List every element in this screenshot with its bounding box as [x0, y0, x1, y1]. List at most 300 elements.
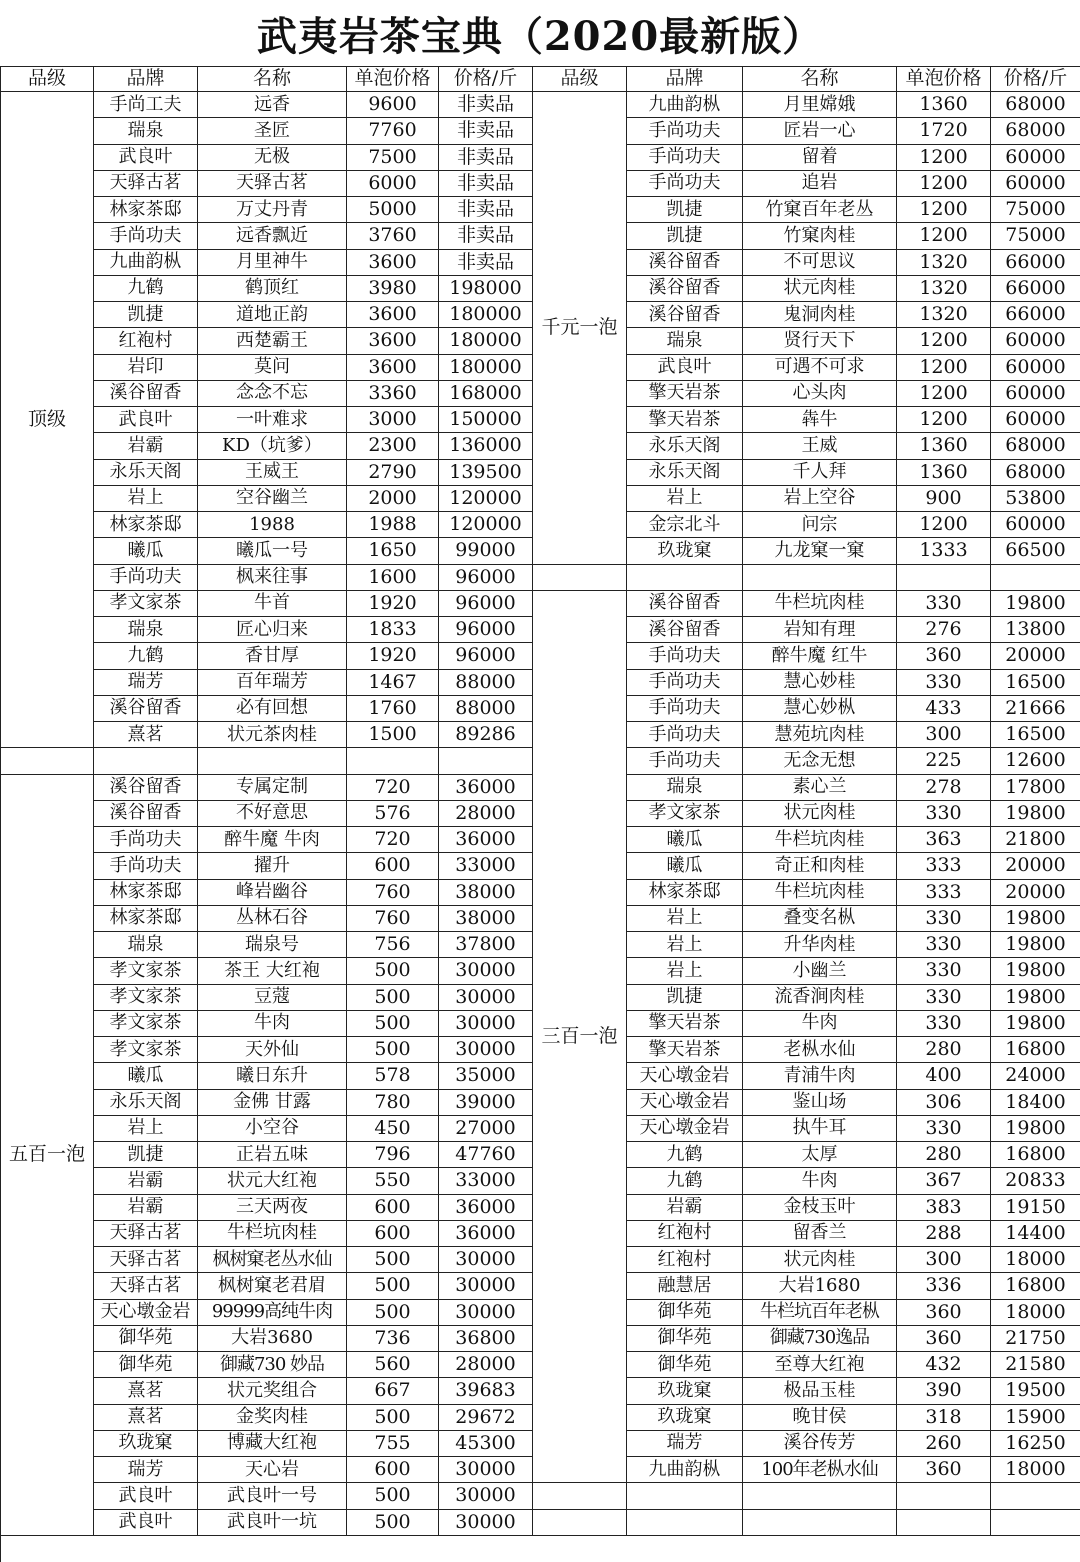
- name-cell: 圣匠: [198, 118, 347, 144]
- single-price-cell: 1200: [897, 381, 991, 407]
- empty-cell: [533, 1510, 627, 1536]
- name-cell: 99999高纯牛肉: [198, 1300, 347, 1326]
- name-cell: 远香飘近: [198, 223, 347, 249]
- brand-cell: 岩霸: [94, 433, 198, 459]
- price-per-jin-cell: 28000: [439, 1352, 533, 1378]
- brand-cell: 天驿古茗: [94, 1247, 198, 1273]
- brand-cell: 溪谷留香: [627, 250, 743, 276]
- name-cell: 鉴山场: [743, 1090, 897, 1116]
- name-cell: 茶王 大红袍: [198, 958, 347, 984]
- name-cell: 鹤顶红: [198, 276, 347, 302]
- single-price-cell: 500: [347, 1037, 439, 1063]
- name-cell: 牛肉: [743, 1011, 897, 1037]
- name-cell: 牛栏坑肉桂: [198, 1221, 347, 1247]
- name-cell: 1988: [198, 512, 347, 538]
- single-price-cell: 1320: [897, 276, 991, 302]
- price-per-jin-cell: 30000: [439, 1273, 533, 1299]
- price-per-jin-cell: 60000: [991, 381, 1080, 407]
- brand-cell: 岩霸: [627, 1195, 743, 1221]
- price-per-jin-cell: 68000: [991, 460, 1080, 486]
- empty-cell: [347, 748, 439, 774]
- brand-cell: 溪谷留香: [94, 381, 198, 407]
- brand-cell: 永乐天阁: [94, 460, 198, 486]
- brand-cell: 永乐天阁: [94, 1090, 198, 1116]
- brand-cell: 岩上: [627, 932, 743, 958]
- name-cell: 可遇不可求: [743, 355, 897, 381]
- single-price-cell: 278: [897, 775, 991, 801]
- empty-cell: [743, 1483, 897, 1509]
- brand-cell: 溪谷留香: [94, 696, 198, 722]
- single-price-cell: 1200: [897, 512, 991, 538]
- name-cell: 丛林石谷: [198, 906, 347, 932]
- single-price-cell: 363: [897, 827, 991, 853]
- price-per-jin-cell: 16500: [991, 722, 1080, 748]
- name-cell: 博藏大红袍: [198, 1431, 347, 1457]
- price-per-jin-cell: 96000: [439, 591, 533, 617]
- single-price-cell: 1200: [897, 223, 991, 249]
- name-cell: 香甘厚: [198, 643, 347, 669]
- brand-cell: 溪谷留香: [94, 801, 198, 827]
- price-per-jin-cell: 21580: [991, 1352, 1080, 1378]
- price-per-jin-cell: 20000: [991, 643, 1080, 669]
- empty-cell: [627, 565, 743, 591]
- name-cell: 远香: [198, 92, 347, 118]
- price-per-jin-cell: 33000: [439, 1168, 533, 1194]
- name-cell: 枫树窠老君眉: [198, 1273, 347, 1299]
- name-cell: 牛栏坑肉桂: [743, 880, 897, 906]
- name-cell: 升华肉桂: [743, 932, 897, 958]
- single-price-cell: 360: [897, 643, 991, 669]
- single-price-cell: 500: [347, 985, 439, 1011]
- brand-cell: 曦瓜: [627, 827, 743, 853]
- name-cell: 状元肉桂: [743, 801, 897, 827]
- name-cell: 叠变名枞: [743, 906, 897, 932]
- name-cell: 匠心归来: [198, 617, 347, 643]
- price-per-jin-cell: 120000: [439, 512, 533, 538]
- name-cell: 执牛耳: [743, 1116, 897, 1142]
- brand-cell: 孝文家茶: [94, 591, 198, 617]
- price-per-jin-cell: 19500: [991, 1378, 1080, 1404]
- brand-cell: 孝文家茶: [627, 801, 743, 827]
- single-price-cell: 3360: [347, 381, 439, 407]
- price-per-jin-cell: 38000: [439, 906, 533, 932]
- name-cell: 牛首: [198, 591, 347, 617]
- price-per-jin-cell: 非卖品: [439, 171, 533, 197]
- name-cell: 竹窠百年老丛: [743, 197, 897, 223]
- name-cell: 枫来往事: [198, 565, 347, 591]
- name-cell: 念念不忘: [198, 381, 347, 407]
- price-per-jin-cell: 68000: [991, 433, 1080, 459]
- name-cell: 天外仙: [198, 1037, 347, 1063]
- name-cell: 一叶难求: [198, 407, 347, 433]
- header-name-left: 名称: [198, 66, 347, 92]
- brand-cell: 手尚功夫: [627, 145, 743, 171]
- price-per-jin-cell: 30000: [439, 1300, 533, 1326]
- price-per-jin-cell: 36000: [439, 827, 533, 853]
- single-price-cell: 330: [897, 591, 991, 617]
- name-cell: 正岩五味: [198, 1142, 347, 1168]
- empty-cell: [627, 1510, 743, 1536]
- price-per-jin-cell: 66000: [991, 276, 1080, 302]
- price-per-jin-cell: 88000: [439, 670, 533, 696]
- price-per-jin-cell: 36000: [439, 775, 533, 801]
- price-per-jin-cell: 96000: [439, 617, 533, 643]
- name-cell: 西楚霸王: [198, 328, 347, 354]
- brand-cell: 九曲韵枞: [94, 250, 198, 276]
- name-cell: 极品玉桂: [743, 1378, 897, 1404]
- brand-cell: 武良叶: [94, 1483, 198, 1509]
- single-price-cell: 2000: [347, 486, 439, 512]
- single-price-cell: 383: [897, 1195, 991, 1221]
- price-per-jin-cell: 37800: [439, 932, 533, 958]
- brand-cell: 天心墩金岩: [94, 1300, 198, 1326]
- single-price-cell: 1360: [897, 433, 991, 459]
- brand-cell: 手尚功夫: [627, 643, 743, 669]
- single-price-cell: 330: [897, 1116, 991, 1142]
- brand-cell: 瑞芳: [94, 1457, 198, 1483]
- single-price-cell: 1720: [897, 118, 991, 144]
- brand-cell: 曦瓜: [627, 853, 743, 879]
- single-price-cell: 780: [347, 1090, 439, 1116]
- name-cell: 武良叶一号: [198, 1483, 347, 1509]
- price-per-jin-cell: 66500: [991, 538, 1080, 564]
- brand-cell: 瑞芳: [627, 1431, 743, 1457]
- brand-cell: 凯捷: [94, 302, 198, 328]
- brand-cell: 玖珑窠: [94, 1431, 198, 1457]
- brand-cell: 御华苑: [627, 1326, 743, 1352]
- name-cell: 金枝玉叶: [743, 1195, 897, 1221]
- price-per-jin-cell: 非卖品: [439, 223, 533, 249]
- single-price-cell: 300: [897, 1247, 991, 1273]
- brand-cell: 岩印: [94, 355, 198, 381]
- name-cell: 状元肉桂: [743, 1247, 897, 1273]
- brand-cell: 永乐天阁: [627, 433, 743, 459]
- single-price-cell: 288: [897, 1221, 991, 1247]
- brand-cell: 擎天岩茶: [627, 1037, 743, 1063]
- single-price-cell: 760: [347, 880, 439, 906]
- name-cell: 问宗: [743, 512, 897, 538]
- name-cell: 100年老枞水仙: [743, 1457, 897, 1483]
- brand-cell: 手尚功夫: [627, 670, 743, 696]
- brand-cell: 天心墩金岩: [627, 1116, 743, 1142]
- name-cell: 至尊大红袍: [743, 1352, 897, 1378]
- single-price-cell: 1920: [347, 591, 439, 617]
- price-per-jin-cell: 12600: [991, 748, 1080, 774]
- name-cell: 状元奖组合: [198, 1378, 347, 1404]
- tier-label-right: 千元一泡: [533, 92, 627, 565]
- name-cell: 月里神牛: [198, 250, 347, 276]
- brand-cell: 溪谷留香: [627, 276, 743, 302]
- single-price-cell: 3600: [347, 328, 439, 354]
- brand-cell: 御华苑: [94, 1352, 198, 1378]
- single-price-cell: 1988: [347, 512, 439, 538]
- price-per-jin-cell: 68000: [991, 118, 1080, 144]
- name-cell: 竹窠肉桂: [743, 223, 897, 249]
- name-cell: 犇牛: [743, 407, 897, 433]
- price-per-jin-cell: 非卖品: [439, 197, 533, 223]
- brand-cell: 红袍村: [627, 1247, 743, 1273]
- brand-cell: 林家茶邸: [94, 906, 198, 932]
- price-per-jin-cell: 19800: [991, 932, 1080, 958]
- name-cell: 溪谷传芳: [743, 1431, 897, 1457]
- single-price-cell: 500: [347, 1247, 439, 1273]
- single-price-cell: 3600: [347, 250, 439, 276]
- single-price-cell: 330: [897, 1011, 991, 1037]
- brand-cell: 九鹤: [627, 1142, 743, 1168]
- brand-cell: 手尚功夫: [94, 565, 198, 591]
- price-per-jin-cell: 60000: [991, 512, 1080, 538]
- single-price-cell: 330: [897, 670, 991, 696]
- name-cell: 王威: [743, 433, 897, 459]
- brand-cell: 擎天岩茶: [627, 381, 743, 407]
- single-price-cell: 367: [897, 1168, 991, 1194]
- empty-cell: [743, 1510, 897, 1536]
- name-cell: 曦日东升: [198, 1063, 347, 1089]
- brand-cell: 瑞泉: [94, 932, 198, 958]
- name-cell: 慧心妙枞: [743, 696, 897, 722]
- single-price-cell: 720: [347, 775, 439, 801]
- price-per-jin-cell: 139500: [439, 460, 533, 486]
- single-price-cell: 330: [897, 985, 991, 1011]
- price-per-jin-cell: 150000: [439, 407, 533, 433]
- brand-cell: 手尚功夫: [627, 748, 743, 774]
- brand-cell: 擎天岩茶: [627, 407, 743, 433]
- single-price-cell: 667: [347, 1378, 439, 1404]
- brand-cell: 凯捷: [627, 985, 743, 1011]
- name-cell: 大岩1680: [743, 1273, 897, 1299]
- price-per-jin-cell: 88000: [439, 696, 533, 722]
- name-cell: KD（坑爹）: [198, 433, 347, 459]
- single-price-cell: 280: [897, 1142, 991, 1168]
- brand-cell: 融慧居: [627, 1273, 743, 1299]
- page-title: 武夷岩茶宝典（2020最新版）: [0, 0, 1080, 67]
- name-cell: 王威王: [198, 460, 347, 486]
- name-cell: 金奖肉桂: [198, 1405, 347, 1431]
- brand-cell: 瑞泉: [627, 328, 743, 354]
- price-per-jin-cell: 39683: [439, 1378, 533, 1404]
- price-per-jin-cell: 75000: [991, 223, 1080, 249]
- brand-cell: 天心墩金岩: [627, 1090, 743, 1116]
- single-price-cell: 450: [347, 1116, 439, 1142]
- empty-cell: [991, 1510, 1080, 1536]
- single-price-cell: 578: [347, 1063, 439, 1089]
- empty-cell: [991, 1483, 1080, 1509]
- single-price-cell: 1467: [347, 670, 439, 696]
- single-price-cell: 9600: [347, 92, 439, 118]
- name-cell: 留香兰: [743, 1221, 897, 1247]
- price-per-jin-cell: 30000: [439, 1247, 533, 1273]
- single-price-cell: 7500: [347, 145, 439, 171]
- name-cell: 小空谷: [198, 1116, 347, 1142]
- single-price-cell: 1760: [347, 696, 439, 722]
- name-cell: 枫树窠老丛水仙: [198, 1247, 347, 1273]
- brand-cell: 孝文家茶: [94, 1011, 198, 1037]
- price-per-jin-cell: 30000: [439, 958, 533, 984]
- name-cell: 不好意思: [198, 801, 347, 827]
- brand-cell: 岩上: [94, 486, 198, 512]
- header-single-price-left: 单泡价格: [347, 66, 439, 92]
- single-price-cell: 600: [347, 1221, 439, 1247]
- name-cell: 岩知有理: [743, 617, 897, 643]
- name-cell: 牛栏坑百年老枞: [743, 1300, 897, 1326]
- empty-cell: [991, 565, 1080, 591]
- header-name-right: 名称: [743, 66, 897, 92]
- header-tier-left: 品级: [1, 66, 94, 92]
- price-per-jin-cell: 18000: [991, 1300, 1080, 1326]
- price-per-jin-cell: 60000: [991, 171, 1080, 197]
- single-price-cell: 318: [897, 1405, 991, 1431]
- empty-cell: [94, 748, 198, 774]
- name-cell: 状元大红袍: [198, 1168, 347, 1194]
- price-per-jin-cell: 180000: [439, 328, 533, 354]
- brand-cell: 九鹤: [94, 276, 198, 302]
- price-per-jin-cell: 38000: [439, 880, 533, 906]
- single-price-cell: 600: [347, 1457, 439, 1483]
- price-per-jin-cell: 75000: [991, 197, 1080, 223]
- single-price-cell: 360: [897, 1326, 991, 1352]
- price-per-jin-cell: 36000: [439, 1221, 533, 1247]
- name-cell: 状元茶肉桂: [198, 722, 347, 748]
- price-per-jin-cell: 19800: [991, 801, 1080, 827]
- price-per-jin-cell: 19800: [991, 958, 1080, 984]
- single-price-cell: 432: [897, 1352, 991, 1378]
- price-per-jin-cell: 非卖品: [439, 250, 533, 276]
- single-price-cell: 2790: [347, 460, 439, 486]
- brand-cell: 擎天岩茶: [627, 1011, 743, 1037]
- brand-cell: 林家茶邸: [94, 880, 198, 906]
- price-per-jin-cell: 19800: [991, 591, 1080, 617]
- brand-cell: 天心墩金岩: [627, 1063, 743, 1089]
- brand-cell: 天驿古茗: [94, 171, 198, 197]
- brand-cell: 红袍村: [627, 1221, 743, 1247]
- single-price-cell: 500: [347, 1510, 439, 1536]
- brand-cell: 熹茗: [94, 722, 198, 748]
- name-cell: 岩上空谷: [743, 486, 897, 512]
- price-per-jin-cell: 20000: [991, 853, 1080, 879]
- single-price-cell: 1360: [897, 460, 991, 486]
- name-cell: 鬼洞肉桂: [743, 302, 897, 328]
- single-price-cell: 333: [897, 880, 991, 906]
- empty-cell: [897, 1483, 991, 1509]
- brand-cell: 林家茶邸: [627, 880, 743, 906]
- empty-cell: [533, 1483, 627, 1509]
- brand-cell: 凯捷: [627, 197, 743, 223]
- name-cell: 状元肉桂: [743, 276, 897, 302]
- single-price-cell: 7760: [347, 118, 439, 144]
- price-per-jin-cell: 20000: [991, 880, 1080, 906]
- header-brand-left: 品牌: [94, 66, 198, 92]
- brand-cell: 手尚工夫: [94, 92, 198, 118]
- single-price-cell: 755: [347, 1431, 439, 1457]
- single-price-cell: 1320: [897, 302, 991, 328]
- name-cell: 素心兰: [743, 775, 897, 801]
- brand-cell: 林家茶邸: [94, 512, 198, 538]
- price-per-jin-cell: 19800: [991, 985, 1080, 1011]
- brand-cell: 红袍村: [94, 328, 198, 354]
- price-per-jin-cell: 30000: [439, 1037, 533, 1063]
- header-tier-right: 品级: [533, 66, 627, 92]
- single-price-cell: 280: [897, 1037, 991, 1063]
- single-price-cell: 360: [897, 1457, 991, 1483]
- name-cell: 擢升: [198, 853, 347, 879]
- brand-cell: 御华苑: [627, 1352, 743, 1378]
- price-per-jin-cell: 45300: [439, 1431, 533, 1457]
- brand-cell: 手尚功夫: [627, 118, 743, 144]
- price-per-jin-cell: 30000: [439, 1510, 533, 1536]
- price-per-jin-cell: 60000: [991, 328, 1080, 354]
- empty-cell: [897, 1510, 991, 1536]
- single-price-cell: 796: [347, 1142, 439, 1168]
- price-per-jin-cell: 180000: [439, 355, 533, 381]
- single-price-cell: 3980: [347, 276, 439, 302]
- brand-cell: 溪谷留香: [94, 775, 198, 801]
- empty-cell: [897, 565, 991, 591]
- brand-cell: 溪谷留香: [627, 617, 743, 643]
- name-cell: 贤行天下: [743, 328, 897, 354]
- brand-cell: 御华苑: [94, 1326, 198, 1352]
- name-cell: 空谷幽兰: [198, 486, 347, 512]
- single-price-cell: 900: [897, 486, 991, 512]
- single-price-cell: 500: [347, 958, 439, 984]
- name-cell: 醉牛魔 牛肉: [198, 827, 347, 853]
- single-price-cell: 1200: [897, 355, 991, 381]
- header-single-price-right: 单泡价格: [897, 66, 991, 92]
- price-per-jin-cell: 21666: [991, 696, 1080, 722]
- brand-cell: 手尚功夫: [94, 853, 198, 879]
- brand-cell: 岩上: [627, 486, 743, 512]
- price-per-jin-cell: 21800: [991, 827, 1080, 853]
- single-price-cell: 225: [897, 748, 991, 774]
- price-per-jin-cell: 36000: [439, 1195, 533, 1221]
- brand-cell: 九曲韵枞: [627, 92, 743, 118]
- name-cell: 晚甘侯: [743, 1405, 897, 1431]
- empty-cell: [533, 565, 627, 591]
- brand-cell: 溪谷留香: [627, 591, 743, 617]
- single-price-cell: 1360: [897, 92, 991, 118]
- single-price-cell: 3000: [347, 407, 439, 433]
- price-per-jin-cell: 19150: [991, 1195, 1080, 1221]
- price-per-jin-cell: 17800: [991, 775, 1080, 801]
- single-price-cell: 360: [897, 1300, 991, 1326]
- single-price-cell: 336: [897, 1273, 991, 1299]
- single-price-cell: 330: [897, 932, 991, 958]
- name-cell: 金佛 甘露: [198, 1090, 347, 1116]
- single-price-cell: 576: [347, 801, 439, 827]
- price-per-jin-cell: 非卖品: [439, 118, 533, 144]
- brand-cell: 金宗北斗: [627, 512, 743, 538]
- brand-cell: 九鹤: [627, 1168, 743, 1194]
- brand-cell: 熹茗: [94, 1405, 198, 1431]
- brand-cell: 手尚功夫: [627, 696, 743, 722]
- name-cell: 心头肉: [743, 381, 897, 407]
- name-cell: 牛栏坑肉桂: [743, 591, 897, 617]
- tier-label-left: 顶级: [1, 92, 94, 748]
- empty-cell: [627, 1483, 743, 1509]
- name-cell: 道地正韵: [198, 302, 347, 328]
- header-price-jin-left: 价格/斤: [439, 66, 533, 92]
- brand-cell: 九曲韵枞: [627, 1457, 743, 1483]
- name-cell: 千人拜: [743, 460, 897, 486]
- price-per-jin-cell: 19800: [991, 1116, 1080, 1142]
- name-cell: 无念无想: [743, 748, 897, 774]
- brand-cell: 武良叶: [94, 407, 198, 433]
- name-cell: 峰岩幽谷: [198, 880, 347, 906]
- single-price-cell: 1200: [897, 197, 991, 223]
- price-per-jin-cell: 60000: [991, 407, 1080, 433]
- single-price-cell: 300: [897, 722, 991, 748]
- single-price-cell: 1200: [897, 171, 991, 197]
- single-price-cell: 500: [347, 1011, 439, 1037]
